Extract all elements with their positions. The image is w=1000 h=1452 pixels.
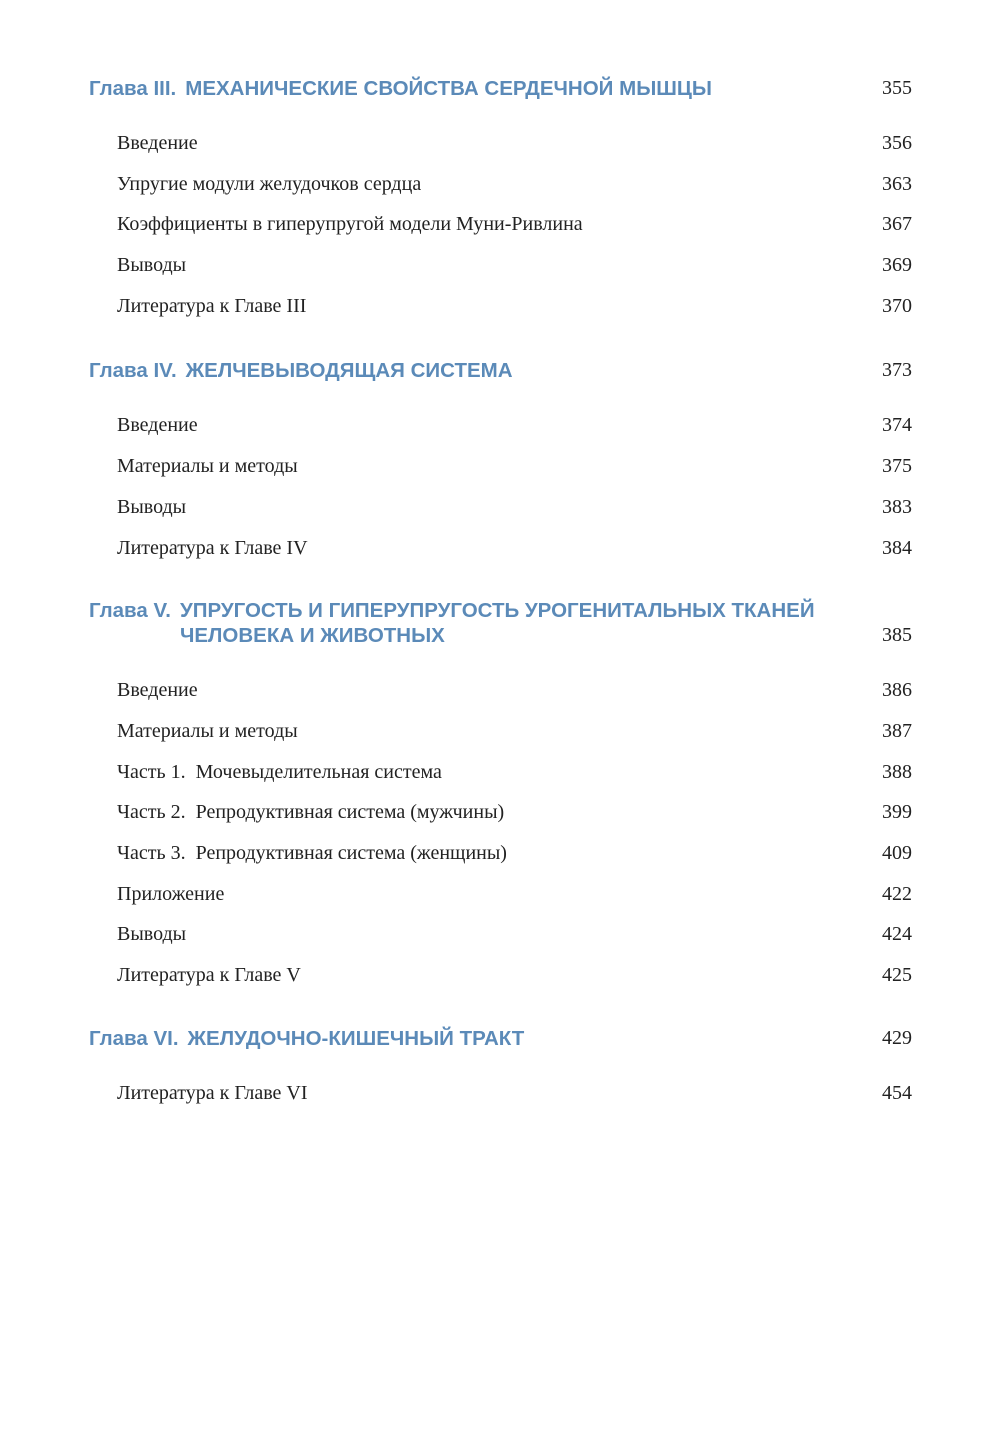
entry-label: Литература к Главе V <box>117 964 301 986</box>
chapter-6-entries <box>0 1081 1000 1122</box>
entry-page-number: 424 <box>882 923 912 946</box>
chapter-5-label: Глава V. <box>89 599 171 623</box>
entry-page-number: 383 <box>882 495 912 518</box>
chapter-3-title-line-1: МЕХАНИЧЕСКИЕ СВОЙСТВА СЕРДЕЧНОЙ МЫШЦЫ <box>185 77 712 100</box>
entry-label: Выводы <box>117 495 187 518</box>
section-spacer <box>0 1004 1000 1026</box>
entry-page-number: 370 <box>882 294 912 317</box>
entry-page-number: 388 <box>882 760 912 783</box>
chapter-5-title <box>171 598 912 648</box>
entry-page-number: 399 <box>882 801 912 824</box>
toc-entry[interactable] <box>0 719 1000 760</box>
entry-page-number: 454 <box>882 1081 912 1104</box>
entry-label: Выводы <box>117 254 187 277</box>
chapter-5-title-line-2: ЧЕЛОВЕКА И ЖИВОТНЫХ <box>179 624 445 648</box>
entry-page-number: 425 <box>882 964 912 986</box>
chapter-5-page-number: 385 <box>882 624 912 647</box>
toc-entry[interactable] <box>0 963 1000 1004</box>
entry-page-number: 367 <box>882 213 912 236</box>
toc-entry[interactable] <box>0 495 1000 536</box>
chapter-4-section <box>0 358 1000 576</box>
section-spacer <box>0 334 1000 358</box>
entry-label: Коэффициенты в гиперупругой модели Муни-Ривлина <box>117 213 583 236</box>
entry-page-number: 409 <box>882 841 912 864</box>
chapter-4-title-line-1: ЖЕЛЧЕВЫВОДЯЩАЯ СИСТЕМА <box>185 359 513 383</box>
entry-label: Часть 2. Репродуктивная система (мужчины) <box>117 801 505 824</box>
entry-label: Введение <box>117 679 198 702</box>
section-spacer <box>0 576 1000 598</box>
chapter-5-heading[interactable] <box>0 598 1000 648</box>
entry-page-number: 356 <box>882 132 912 154</box>
entry-label: Приложение <box>117 882 225 905</box>
chapter-3-label: Глава III. <box>89 77 177 100</box>
chapter-5-section <box>0 598 1000 1004</box>
chapter-4-entries <box>0 413 1000 576</box>
entry-label: Часть 3. Репродуктивная система (женщины) <box>117 841 507 864</box>
entry-page-number: 422 <box>882 882 912 905</box>
entry-label: Материалы и методы <box>117 719 298 742</box>
entry-page-number: 369 <box>882 254 912 277</box>
chapter-3-section <box>0 76 1000 334</box>
chapter-6-title <box>179 1026 912 1051</box>
toc-entry[interactable] <box>0 760 1000 801</box>
chapter-6-section <box>0 1026 1000 1122</box>
chapter-3-heading[interactable] <box>0 76 1000 101</box>
toc-entry[interactable] <box>0 294 1000 335</box>
entry-page-number: 384 <box>882 536 912 559</box>
entry-label: Материалы и методы <box>117 455 298 478</box>
toc-entry[interactable] <box>0 454 1000 495</box>
toc-entry[interactable] <box>0 413 1000 454</box>
chapter-4-page-number: 373 <box>882 359 912 382</box>
toc-entry[interactable] <box>0 536 1000 577</box>
entry-label: Выводы <box>117 923 187 946</box>
entry-page-number: 387 <box>882 719 912 742</box>
chapter-3-entries <box>0 131 1000 334</box>
toc-entry[interactable] <box>0 922 1000 963</box>
chapter-4-title <box>177 358 912 383</box>
chapter-3-title <box>176 76 912 101</box>
toc-entry[interactable] <box>0 253 1000 294</box>
chapter-6-heading[interactable] <box>0 1026 1000 1051</box>
toc-entry[interactable] <box>0 882 1000 923</box>
entry-page-number: 363 <box>882 172 912 195</box>
chapter-6-title-line-1: ЖЕЛУДОЧНО-КИШЕЧНЫЙ ТРАКТ <box>187 1026 525 1050</box>
entry-label: Введение <box>117 414 198 437</box>
chapter-6-label: Глава VI. <box>89 1026 179 1050</box>
entry-label: Литература к Главе IV <box>117 536 308 559</box>
entry-page-number: 386 <box>882 679 912 702</box>
toc-entry[interactable] <box>0 800 1000 841</box>
toc-entry[interactable] <box>0 172 1000 213</box>
entry-page-number: 375 <box>882 455 912 478</box>
entry-label: Литература к Главе VI <box>117 1081 308 1104</box>
toc-entry[interactable] <box>0 678 1000 719</box>
entry-label: Литература к Главе III <box>117 294 307 317</box>
chapter-5-entries <box>0 678 1000 1004</box>
toc-entry[interactable] <box>0 1081 1000 1122</box>
toc-entry[interactable] <box>0 841 1000 882</box>
toc-entry[interactable] <box>0 212 1000 253</box>
toc-entry[interactable] <box>0 131 1000 172</box>
chapter-5-title-line-1: УПРУГОСТЬ И ГИПЕРУПРУГОСТЬ УРОГЕНИТАЛЬНЫХ ТКАНЕЙ <box>179 599 815 623</box>
chapter-4-label: Глава IV. <box>89 359 177 383</box>
entry-label: Упругие модули желудочков сердца <box>117 172 422 195</box>
entry-page-number: 374 <box>882 414 912 437</box>
entry-label: Часть 1. Мочевыделительная система <box>117 760 442 783</box>
entry-label: Введение <box>117 132 198 154</box>
chapter-3-page-number: 355 <box>882 77 912 99</box>
chapter-4-heading[interactable] <box>0 358 1000 383</box>
chapter-6-page-number: 429 <box>882 1026 912 1049</box>
